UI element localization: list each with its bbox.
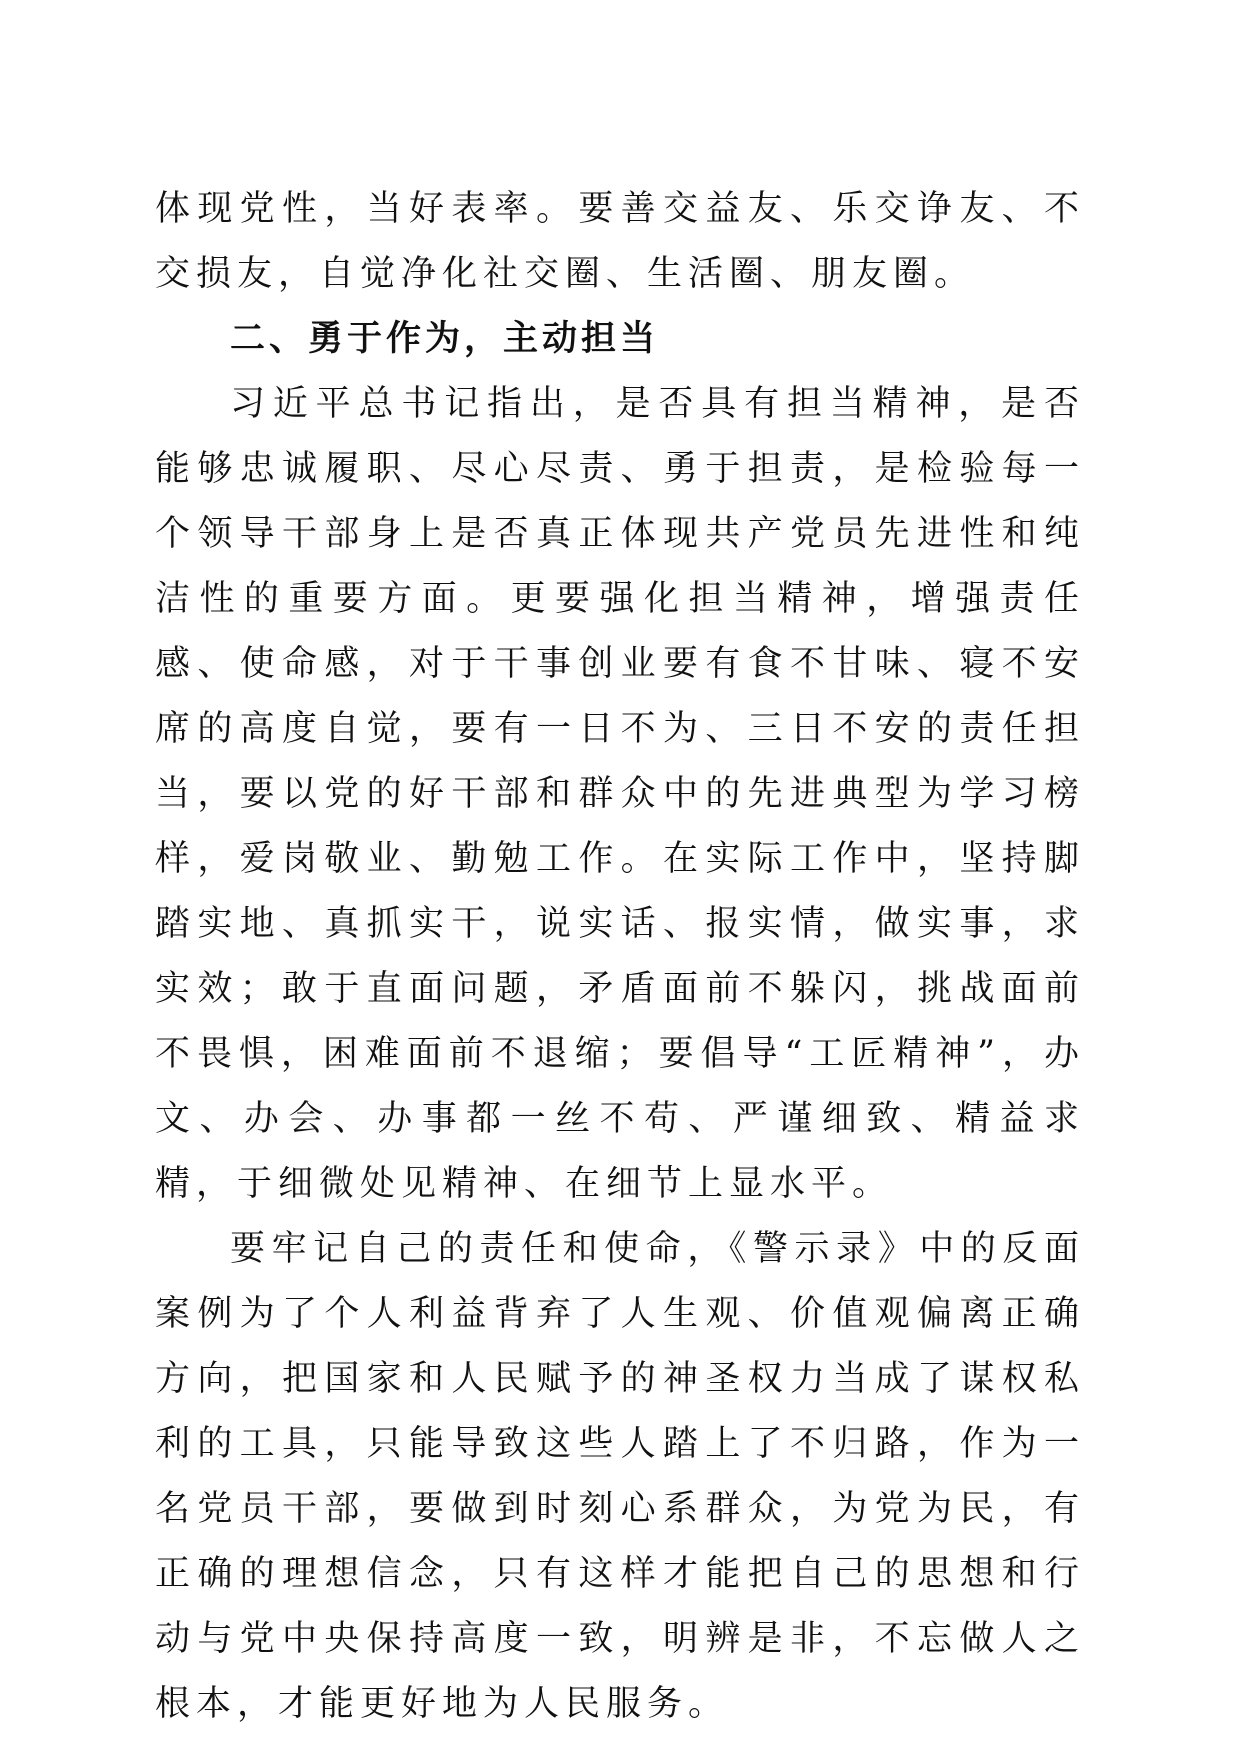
paragraph-continuation: 体现党性，当好表率。要善交益友、乐交诤友、不交损友，自觉净化社交圈、生活圈、朋友圈。 [155,189,1085,294]
document-body [155,177,1085,1737]
paragraph-responsibility: 习近平总书记指出，是否具有担当精神，是否能够忠诚履职、尽心尽责、勇于担责，是检验每一个领导干部身上是否真正体现共产党员先进性和纯洁性的重要方面。更要强化担当精神，增强责任感、使命感，对于干事创业要有食不甘味、寝不安席的高度自觉，要有一日不为、三日不安的责任担当，要以党的好干部和群众中的先进典型为学习榜样，爱岗敬业、勤勉工作。在实际工作中，坚持脚踏实地、真抓实干，说实话、报实情，做实事，求实效；敢于直面问题，矛盾面前不躲闪，挑战面前不畏惧，困难面前不退缩；要倡导“工匠精神”，办文、办会、办事都一丝不苟、严谨细致、精益求精，于细微处见精神、在细节上显水平。 [155,384,1085,1204]
section-heading: 二、勇于作为，主动担当 [230,319,660,359]
paragraph-mission: 要牢记自己的责任和使命，《警示录》中的反面案例为了个人利益背弃了人生观、价值观偏离正确方向，把国家和人民赋予的神圣权力当成了谋权私利的工具，只能导致这些人踏上了不归路，作为一名党员干部，要做到时刻心系群众，为党为民，有正确的理想信念，只有这样才能把自己的思想和行动与党中央保持高度一致，明辨是非，不忘做人之根本，才能更好地为人民服务。 [155,1229,1085,1724]
